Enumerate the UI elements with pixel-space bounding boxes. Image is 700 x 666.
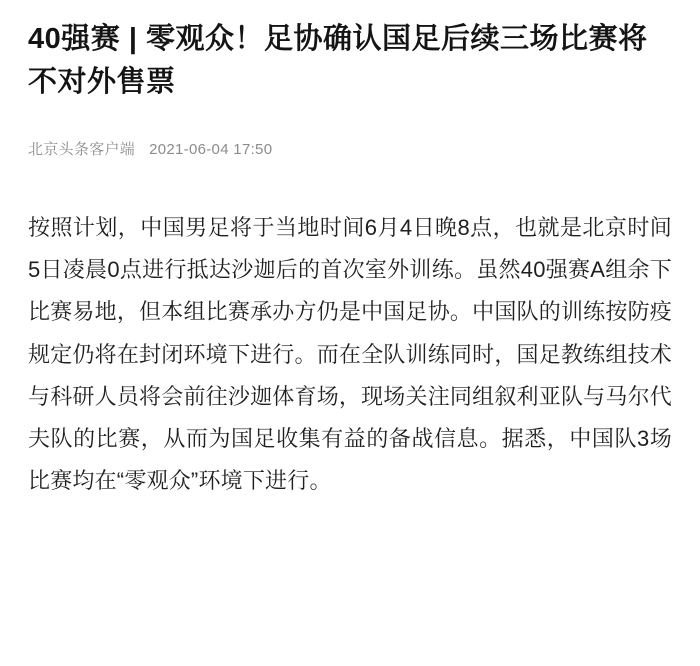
article-timestamp: 2021-06-04 17:50 <box>149 140 273 158</box>
page-title: 40强赛 | 零观众！足协确认国足后续三场比赛将不对外售票 <box>28 23 648 98</box>
article-source: 北京头条客户端 <box>28 140 136 158</box>
article-paragraph: 按照计划，中国男足将于当地时间6月4日晚8点，也就是北京时间5日凌晨0点进行抵达沙迦后的首次室外训练。虽然40强赛A组余下比赛易地，但本组比赛承办方仍是中国足协。中国队的训练按防疫规定仍将在封闭环境下进行。而在全队训练同时，国足教练组技术与科研人员将会前往沙迦体育场，现场关注同组叙利亚队与马尔代夫队的比赛，从而为国足收集有益的备战信息。据悉，中国队3场比赛均在“零观众”环境下进行。 <box>28 214 672 494</box>
article-body <box>28 207 672 503</box>
article-meta <box>28 138 672 159</box>
